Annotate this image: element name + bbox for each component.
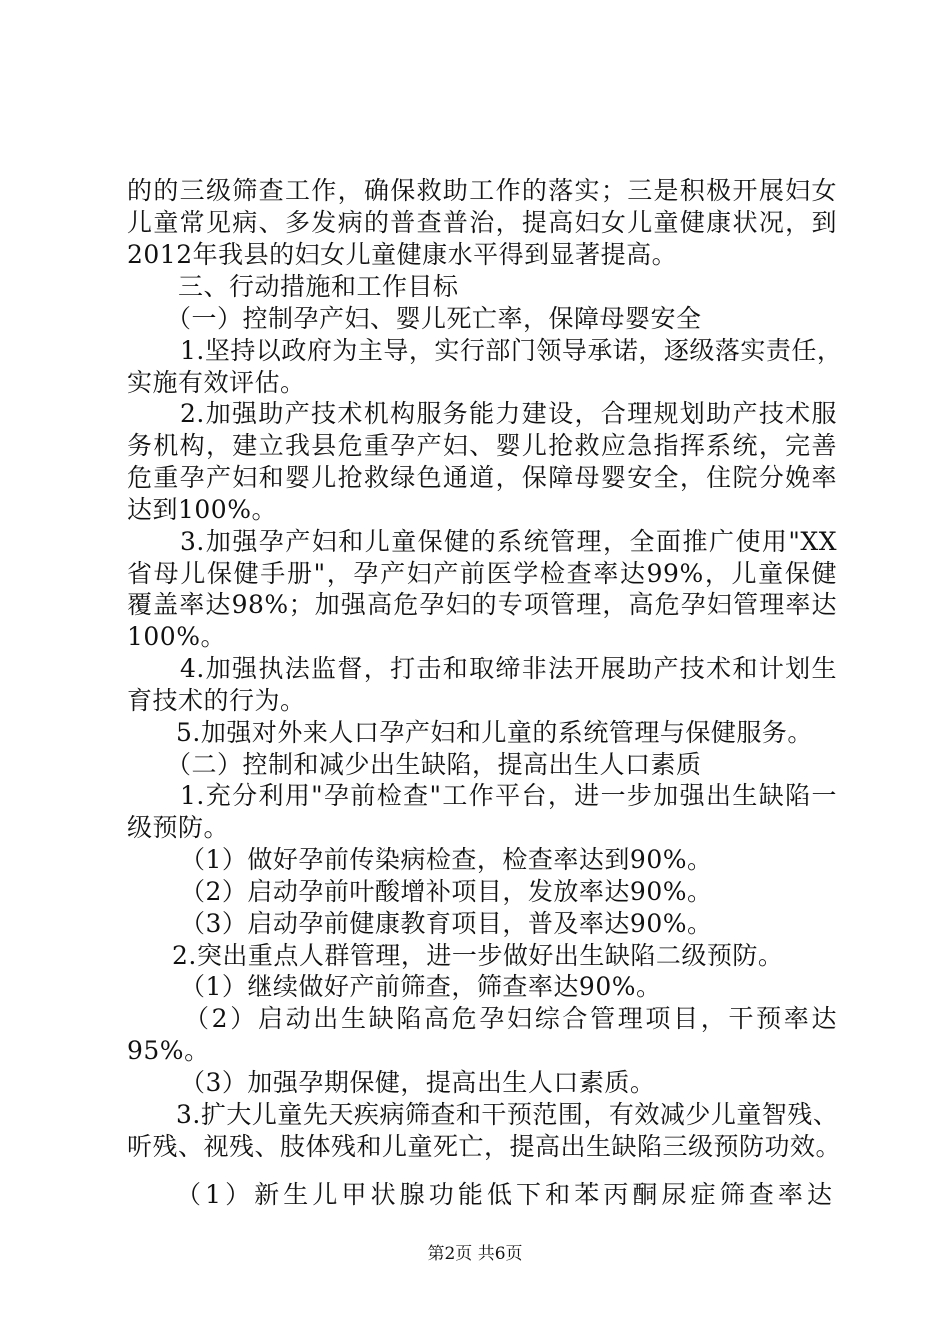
text-line: （1）继续做好产前筛查，筛查率达90%。 (180, 972, 662, 1001)
text-line: 5.加强对外来人口孕产妇和儿童的系统管理与保健服务。 (176, 718, 813, 747)
text-line: （3）加强孕期保健，提高出生人口素质。 (180, 1068, 656, 1097)
text-line: 2.突出重点人群管理，进一步做好出生缺陷二级预防。 (172, 941, 784, 970)
section-heading: 三、行动措施和工作目标 (178, 272, 459, 301)
text-line: 省母儿保健手册"，孕产妇产前医学检查率达99%，儿童保健 (127, 559, 837, 588)
text-line: 务机构，建立我县危重孕产妇、婴儿抢救应急指挥系统，完善 (127, 431, 837, 460)
text-line: 达到100%。 (127, 495, 277, 524)
text-line: （1）新生儿甲状腺功能低下和苯丙酮尿症筛查率达 (176, 1180, 833, 1209)
text-line: 2012年我县的妇女儿童健康水平得到显著提高。 (127, 240, 678, 269)
text-line: 儿童常见病、多发病的普查普治，提高妇女儿童健康状况，到 (127, 208, 837, 237)
text-line: 的的三级筛查工作，确保救助工作的落实；三是积极开展妇女 (127, 176, 837, 205)
text-line: 1.充分利用"孕前检查"工作平台，进一步加强出生缺陷一 (180, 781, 837, 810)
text-line: 育技术的行为。 (127, 686, 306, 715)
subsection-heading: （一）控制孕产妇、婴儿死亡率，保障母婴安全 (166, 304, 702, 333)
text-line: 2.加强助产技术机构服务能力建设，合理规划助产技术服 (180, 399, 837, 428)
text-line: 4.加强执法监督，打击和取缔非法开展助产技术和计划生 (180, 654, 837, 683)
text-line: 实施有效评估。 (127, 368, 306, 397)
text-line: （1）做好孕前传染病检查，检查率达到90%。 (180, 845, 713, 874)
text-line: 覆盖率达98%；加强高危孕妇的专项管理，高危孕妇管理率达 (127, 590, 837, 619)
text-line: 100%。 (127, 622, 226, 651)
text-line: （3）启动孕前健康教育项目，普及率达90%。 (180, 909, 713, 938)
text-line: （2）启动孕前叶酸增补项目，发放率达90%。 (180, 877, 713, 906)
text-line: 听残、视残、肢体残和儿童死亡，提高出生缺陷三级预防功效。 (127, 1132, 842, 1161)
text-line: 95%。 (127, 1036, 210, 1065)
text-line: 级预防。 (127, 813, 230, 842)
text-line: 1.坚持以政府为主导，实行部门领导承诺，逐级落实责任， (180, 336, 843, 365)
text-line: （2）启动出生缺陷高危孕妇综合管理项目，干预率达 (184, 1004, 837, 1033)
text-line: 3.扩大儿童先天疾病筛查和干预范围，有效减少儿童智残、 (176, 1100, 839, 1129)
subsection-heading: （二）控制和减少出生缺陷，提高出生人口素质 (166, 750, 702, 779)
text-line: 危重孕产妇和婴儿抢救绿色通道，保障母婴安全，住院分娩率 (127, 463, 837, 492)
page-footer: 第2页 共6页 (427, 1244, 523, 1264)
text-line: 3.加强孕产妇和儿童保健的系统管理，全面推广使用"XX (180, 527, 837, 556)
